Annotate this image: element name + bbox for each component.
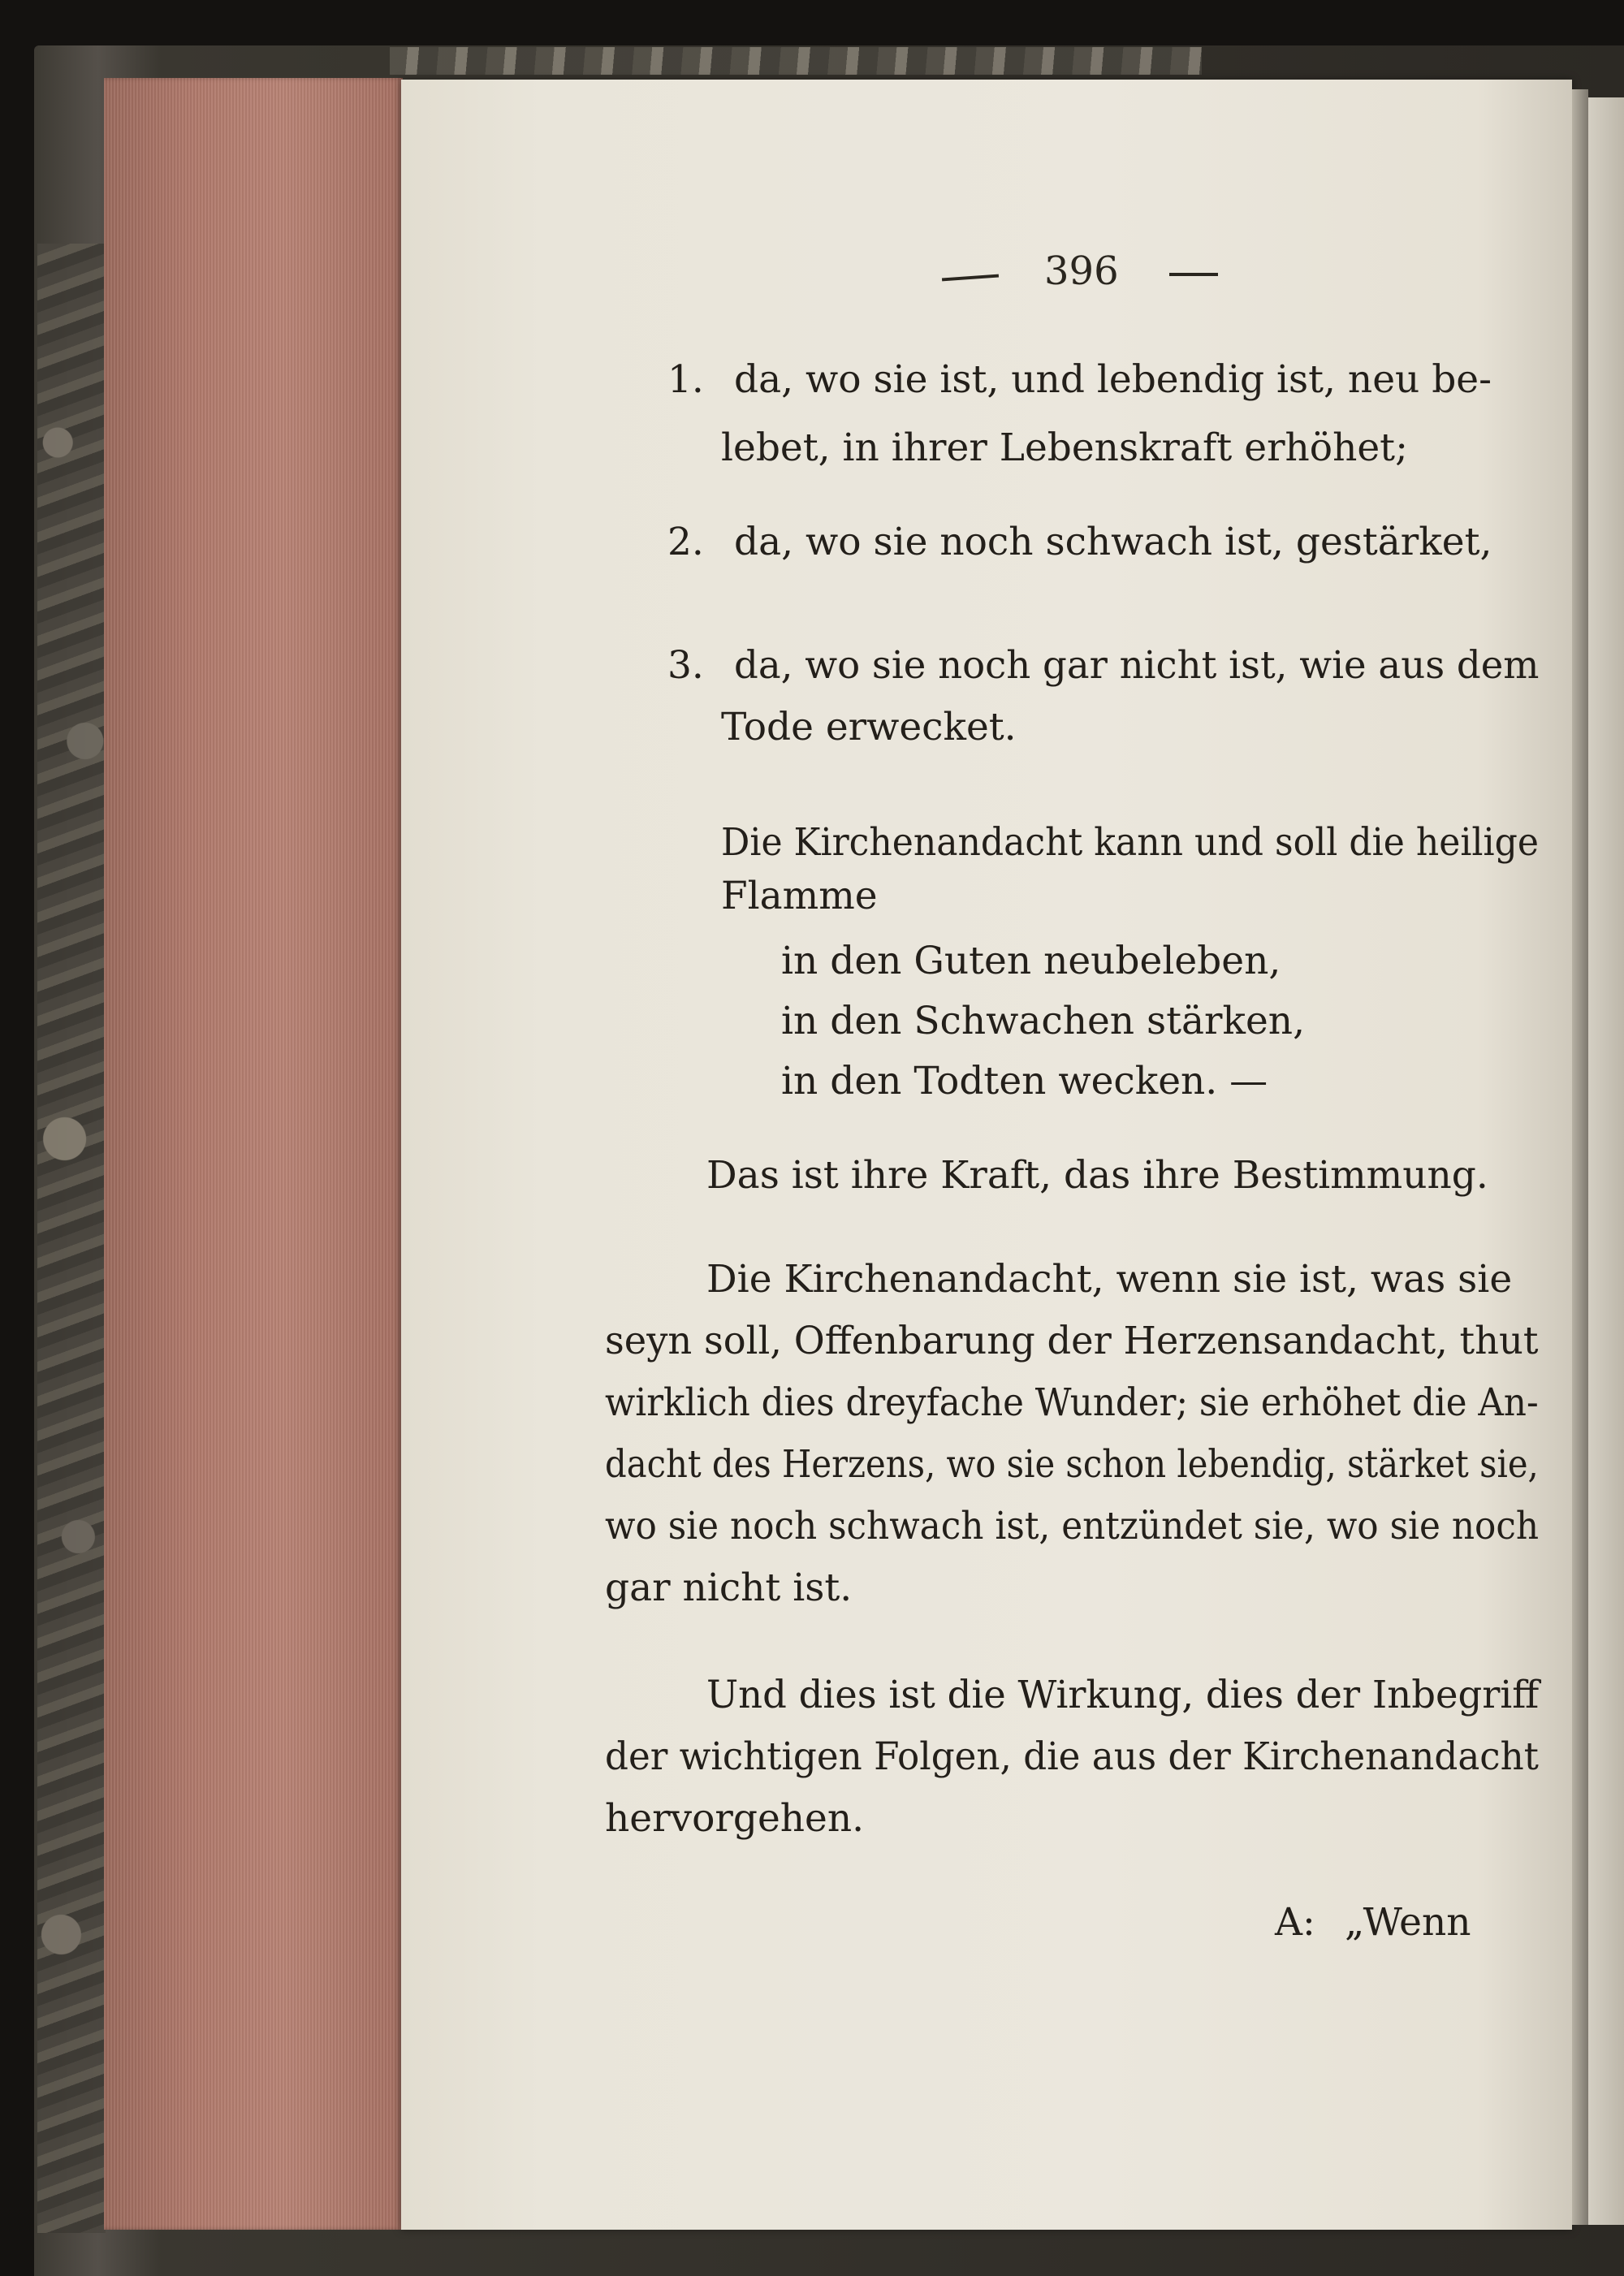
- page-block-edge: [104, 78, 403, 2230]
- para4-line-2: der wichtigen Folgen, die aus der Kirchenandacht: [605, 1734, 1539, 1779]
- marbled-cover-edge: [37, 244, 106, 2233]
- para1-line-1: Die Kirchenandacht kann und soll die heilige: [721, 820, 1539, 865]
- para4-line-1: Und dies ist die Wirkung, dies der Inbegriff: [706, 1673, 1540, 1717]
- para4-line-3: hervorgehen.: [605, 1796, 865, 1841]
- next-page-edge: [1588, 97, 1624, 2225]
- para3-line-4: dacht des Herzens, wo sie schon lebendig, stärket sie,: [605, 1442, 1539, 1487]
- list-number-2: 2.: [667, 520, 704, 564]
- catchword: „Wenn: [1345, 1900, 1471, 1945]
- signature-mark: A:: [1275, 1900, 1315, 1945]
- para3-line-1: Die Kirchenandacht, wenn sie ist, was sie: [706, 1257, 1513, 1302]
- para3-line-5: wo sie noch schwach ist, entzündet sie, wo sie noch: [605, 1504, 1540, 1548]
- page-gutter: [1572, 89, 1588, 2225]
- marbled-cover-top: [390, 47, 1202, 75]
- header-dash-right: [1169, 273, 1218, 276]
- para1-indent-1: in den Guten neubeleben,: [781, 939, 1281, 983]
- list-number-1: 1.: [667, 357, 704, 402]
- list-item-1: da, wo sie ist, und lebendig ist, neu be-: [734, 357, 1492, 402]
- para1-indent-2: in den Schwachen stärken,: [781, 999, 1306, 1043]
- para1-indent-3: in den Todten wecken. —: [781, 1059, 1268, 1103]
- list-number-3: 3.: [667, 643, 704, 688]
- para2-line: Das ist ihre Kraft, das ihre Bestimmung.: [706, 1153, 1488, 1198]
- list-item-3: da, wo sie noch gar nicht ist, wie aus dem: [734, 643, 1540, 688]
- para3-line-2: seyn soll, Offenbarung der Herzensandacht, thut: [605, 1319, 1539, 1363]
- para1-line-2: Flamme: [721, 874, 878, 918]
- para3-line-6: gar nicht ist.: [605, 1566, 853, 1610]
- list-item-3-continued: Tode erwecket.: [721, 705, 1017, 749]
- page-number: 396: [1044, 248, 1119, 294]
- list-item-1-continued: lebet, in ihrer Lebenskraft erhöhet;: [721, 425, 1408, 470]
- list-item-2: da, wo sie noch schwach ist, gestärket,: [734, 520, 1492, 564]
- para3-line-3: wirklich dies dreyfache Wunder; sie erhöhet die An-: [605, 1380, 1539, 1425]
